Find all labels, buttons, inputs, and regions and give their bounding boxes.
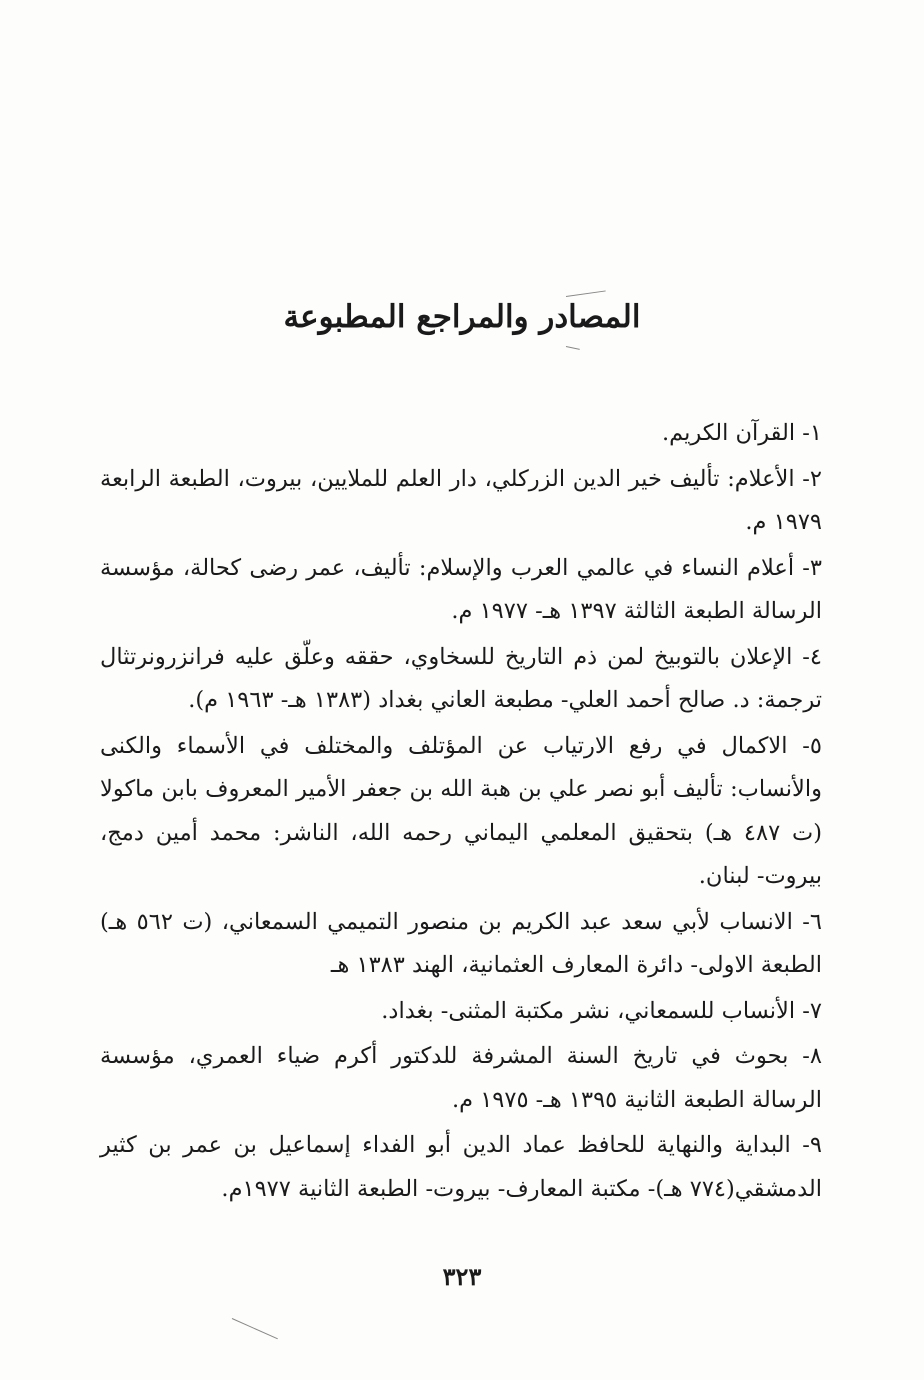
reference-item: ٥- الاكمال في رفع الارتياب عن المؤتلف والمختلف في الأسماء والكنى والأنساب: تأليف أبو نصر علي بن هبة الله بن جعفر الأمير المعروف بابن ماكولا (ت ٤٨٧ هـ) بتحقيق المعلمي اليماني رحمه الله، الناشر: محمد أمين دمج، بيروت- لبنان. xyxy=(100,732,822,889)
page-title: المصادر والمراجع المطبوعة xyxy=(283,298,641,335)
reference-item: ٢- الأعلام: تأليف خير الدين الزركلي، دار العلم للملايين، بيروت، الطبعة الرابعة ١٩٧٩ م. xyxy=(100,465,822,535)
references-list xyxy=(100,412,822,1211)
scan-mark xyxy=(232,1318,278,1339)
reference-item: ٧- الأنساب للسمعاني، نشر مكتبة المثنى- بغداد. xyxy=(381,997,822,1024)
reference-item: ٦- الانساب لأبي سعد عبد الكريم بن منصور التميمي السمعاني، (ت ٥٦٢ هـ) الطبعة الاولى- دائرة المعارف العثمانية، الهند ١٣٨٣ هـ xyxy=(100,908,822,978)
reference-item: ٣- أعلام النساء في عالمي العرب والإسلام: تأليف، عمر رضى كحالة، مؤسسة الرسالة الطبعة الثالثة ١٣٩٧ هـ- ١٩٧٧ م. xyxy=(100,554,822,624)
scan-mark xyxy=(566,290,606,297)
scan-mark xyxy=(566,346,580,350)
reference-item: ١- القرآن الكريم. xyxy=(661,420,822,446)
reference-item: ٤- الإعلان بالتوبيخ لمن ذم التاريخ للسخاوي، حققه وعلّق عليه فرانزرونرتثال ترجمة: د. صالح أحمد العلي- مطبعة العاني بغداد (١٣٨٣ هـ- ١٩٦٣ م). xyxy=(100,643,822,713)
page-number: ٣٢٣ xyxy=(442,1262,482,1291)
reference-item: ٨- بحوث في تاريخ السنة المشرفة للدكتور أكرم ضياء العمري، مؤسسة الرسالة الطبعة الثانية ١٣٩٥ هـ- ١٩٧٥ م. xyxy=(100,1043,822,1113)
reference-item: ٩- البداية والنهاية للحافظ عماد الدين أبو الفداء إسماعيل بن عمر بن كثير الدمشقي(٧٧٤ هـ)- مكتبة المعارف- بيروت- الطبعة الثانية ١٩٧٧م. xyxy=(100,1132,822,1202)
